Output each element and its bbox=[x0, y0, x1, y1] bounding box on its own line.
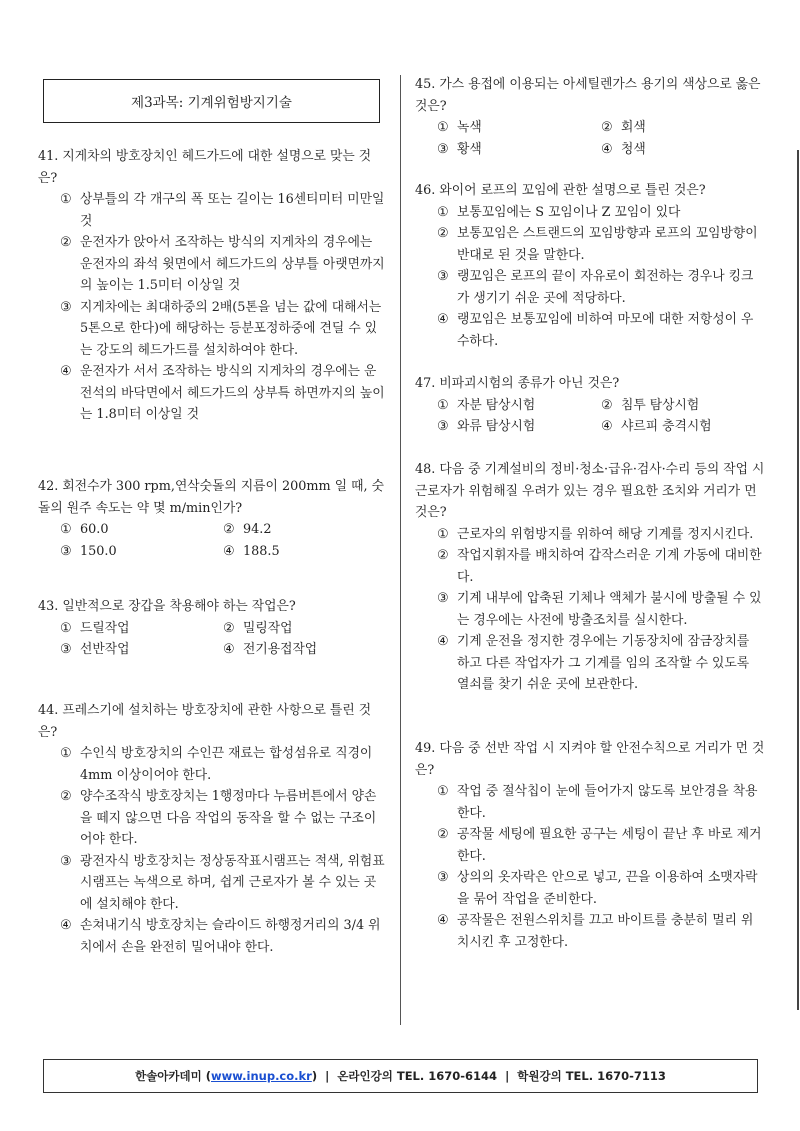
question-42 bbox=[38, 476, 386, 562]
option-3[interactable]: ③ 황색 bbox=[437, 141, 482, 157]
question-46 bbox=[415, 180, 765, 352]
option-4[interactable]: ④ 운전자가 서서 조작하는 방식의 지게차의 경우에는 운전석의 바닥면에서 헤드가드의 상부특 하면까지의 높이는 1.8미터 이상일 것 bbox=[60, 364, 385, 422]
option-1[interactable]: ① 근로자의 위험방지를 위하여 해당 기계를 정지시킨다. bbox=[437, 526, 754, 542]
question-stem: 47. 비파괴시험의 종류가 아닌 것은? bbox=[415, 376, 620, 391]
option-4[interactable]: ④ 기계 운전을 정지한 경우에는 기동장치에 잠금장치를 하고 다른 작업자가 그 기계를 임의 조작할 수 있도록 열쇠를 찾기 쉬운 곳에 보관한다. bbox=[437, 634, 750, 692]
footer-academy-close: ) bbox=[311, 1069, 318, 1083]
footer-offline-phone: 학원강의 TEL. 1670-7113 bbox=[517, 1069, 666, 1083]
option-3[interactable]: ③ 상의의 옷자락은 안으로 넣고, 끈을 이용하여 소맷자락을 묶어 작업을 준비한다. bbox=[437, 870, 758, 907]
question-stem: 49. 다음 중 선반 작업 시 지켜야 할 안전수칙으로 거리가 먼 것은? bbox=[415, 741, 765, 778]
footer-website-link[interactable]: www.inup.co.kr bbox=[211, 1069, 312, 1083]
option-1[interactable]: ① 녹색 bbox=[437, 120, 482, 135]
option-1[interactable]: ① 60.0 bbox=[60, 522, 109, 537]
option-2[interactable]: ② 밀링작업 bbox=[223, 620, 293, 636]
option-2[interactable]: ② 양수조작식 방호장치는 1행정마다 누름버튼에서 양손을 떼지 않으면 다음 작업의 동작을 할 수 없는 구조이어야 한다. bbox=[60, 789, 377, 847]
question-stem: 43. 일반적으로 장갑을 착용해야 하는 작업은? bbox=[38, 599, 296, 614]
question-stem: 42. 회전수가 300 rpm,연삭숫돌의 지름이 200mm 일 때, 숫돌의 원주 속도는 약 몇 m/min인가? bbox=[38, 479, 385, 516]
options-grid bbox=[60, 519, 386, 562]
option-4[interactable]: ④ 전기용접작업 bbox=[223, 642, 318, 657]
option-1[interactable]: ① 작업 중 절삭칩이 눈에 들어가지 않도록 보안경을 착용한다. bbox=[437, 784, 758, 821]
options-grid bbox=[60, 618, 386, 661]
option-4[interactable]: ④ 샤르피 충격시험 bbox=[601, 419, 712, 434]
option-4[interactable]: ④ 랭꼬임은 보통꼬임에 비하여 마모에 대한 저항성이 우수하다. bbox=[437, 312, 754, 349]
option-4[interactable]: ④ 청색 bbox=[601, 141, 646, 157]
question-44 bbox=[38, 700, 386, 958]
option-3[interactable]: ③ 광전자식 방호장치는 정상동작표시램프는 적색, 위험표시램프는 녹색으로 하며, 쉽게 근로자가 볼 수 있는 곳에 설치해야 한다. bbox=[60, 853, 385, 912]
question-stem: 48. 다음 중 기계설비의 정비·청소·급유·검사·수리 등의 작업 시 근로자가 위험해질 우려가 있는 경우 필요한 조치와 거리가 먼 것은? bbox=[415, 462, 765, 520]
option-2[interactable]: ② 공작물 세팅에 필요한 공구는 세팅이 끝난 후 바로 제거한다. bbox=[437, 827, 762, 864]
option-2[interactable]: ② 94.2 bbox=[223, 522, 272, 537]
option-3[interactable]: ③ 기계 내부에 압축된 기체나 액체가 불시에 방출될 수 있는 경우에는 사전에 방출조치를 실시한다. bbox=[437, 591, 762, 628]
option-2[interactable]: ② 보통꼬임은 스트랜드의 꼬임방향과 로프의 꼬임방향이 반대로 된 것을 말한다. bbox=[437, 226, 758, 263]
option-2[interactable]: ② 회색 bbox=[601, 120, 646, 135]
question-47 bbox=[415, 373, 765, 438]
option-3[interactable]: ③ 와류 탐상시험 bbox=[437, 419, 536, 434]
option-2[interactable]: ② 작업지휘자를 배치하여 갑작스러운 기계 가동에 대비한다. bbox=[437, 548, 762, 585]
option-3[interactable]: ③ 랭꼬임은 로프의 끝이 자유로이 회전하는 경우나 킹크가 생기기 쉬운 곳에 적당하다. bbox=[437, 269, 754, 306]
option-4[interactable]: ④ 공작물은 전원스위치를 끄고 바이트를 충분히 멀리 위치시킨 후 고정한다. bbox=[437, 913, 754, 950]
options-grid bbox=[437, 395, 765, 438]
option-1[interactable]: ① 상부틀의 각 개구의 폭 또는 길이는 16센티미터 미만일 것 bbox=[60, 192, 385, 229]
page-footer bbox=[43, 1059, 758, 1093]
option-3[interactable]: ③ 150.0 bbox=[60, 543, 117, 559]
question-stem: 45. 가스 용접에 이용되는 아세틸렌가스 용기의 색상으로 옳은 것은? bbox=[415, 77, 761, 114]
option-1[interactable]: ① 자분 탐상시험 bbox=[437, 397, 536, 413]
question-48 bbox=[415, 459, 765, 696]
question-stem: 46. 와이어 로프의 꼬임에 관한 설명으로 틀린 것은? bbox=[415, 183, 706, 198]
column-divider bbox=[400, 75, 401, 1025]
page-edge-line bbox=[797, 150, 799, 1010]
question-43 bbox=[38, 596, 386, 661]
option-4[interactable]: ④ 188.5 bbox=[223, 543, 280, 559]
footer-online-phone: 온라인강의 TEL. 1670-6144 bbox=[337, 1069, 498, 1083]
option-1[interactable]: ① 드릴작업 bbox=[60, 620, 130, 636]
option-4[interactable]: ④ 손쳐내기식 방호장치는 슬라이드 하행정거리의 3/4 위치에서 손을 완전히 밀어내야 한다. bbox=[60, 918, 381, 955]
question-45 bbox=[415, 74, 765, 160]
question-49 bbox=[415, 738, 765, 953]
footer-academy: 한솔아카데미 ( bbox=[135, 1069, 212, 1083]
options-grid bbox=[437, 117, 765, 160]
question-41 bbox=[38, 146, 386, 426]
option-2[interactable]: ② 운전자가 앉아서 조작하는 방식의 지게차의 경우에는 운전자의 좌석 윗면에서 헤드가드의 상부틀 아랫면까지의 높이는 1.5미터 이상일 것 bbox=[60, 235, 385, 293]
option-1[interactable]: ① 보통꼬임에는 S 꼬임이나 Z 꼬임이 있다 bbox=[437, 204, 681, 220]
option-3[interactable]: ③ 선반작업 bbox=[60, 642, 130, 657]
subject-title: 제3과목: 기계위험방지기술 bbox=[131, 95, 292, 111]
footer-separator: | bbox=[325, 1069, 330, 1083]
footer-separator: | bbox=[505, 1069, 510, 1083]
question-stem: 41. 지게차의 방호장치인 헤드가드에 대한 설명으로 맞는 것은? bbox=[38, 149, 372, 186]
option-3[interactable]: ③ 지게차에는 최대하중의 2배(5톤을 넘는 값에 대해서는 5톤으로 한다)에 해당하는 등분포정하중에 견딜 수 있는 강도의 헤드가드를 설치하여야 한다. bbox=[60, 299, 382, 358]
option-2[interactable]: ② 침투 탐상시험 bbox=[601, 397, 700, 413]
question-stem: 44. 프레스기에 설치하는 방호장치에 관한 사항으로 틀린 것은? bbox=[38, 703, 372, 740]
subject-title-box bbox=[43, 79, 380, 123]
option-1[interactable]: ① 수인식 방호장치의 수인끈 재료는 합성섬유로 직경이 4mm 이상이어야 한다. bbox=[60, 746, 373, 783]
